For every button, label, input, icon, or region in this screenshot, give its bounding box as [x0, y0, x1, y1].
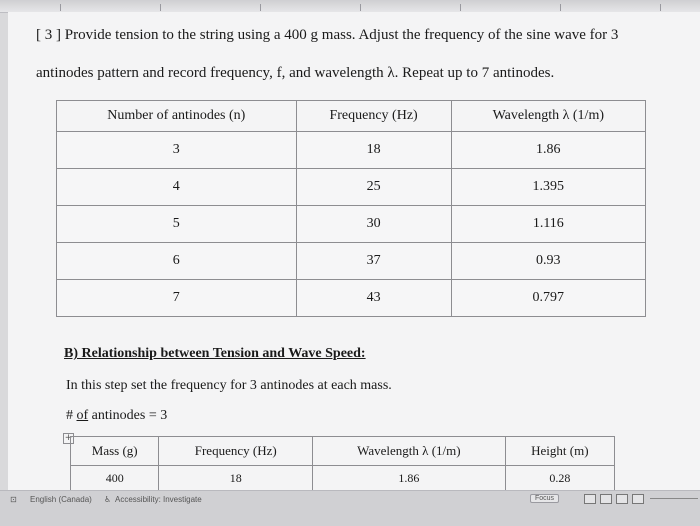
section-b-text: In this step set the frequency for 3 antinodes at each mass. [66, 378, 392, 393]
antinodes-count-line [66, 408, 167, 424]
table-row [71, 466, 615, 491]
table-cell[interactable]: 18 [296, 132, 451, 169]
table-cell[interactable]: 25 [296, 169, 451, 206]
table-cell[interactable]: 1.116 [451, 206, 645, 243]
table-header-row [57, 101, 646, 132]
header-antinodes: Number of antinodes (n) [57, 101, 297, 132]
table-move-handle-icon[interactable]: + [64, 433, 73, 443]
table-row [57, 132, 646, 169]
print-layout-icon[interactable] [584, 494, 596, 504]
accessibility-icon: ♿ [104, 495, 112, 504]
ruler-tick [560, 4, 561, 11]
table-cell[interactable]: 1.86 [313, 466, 506, 491]
table-row [57, 243, 646, 280]
antinodes-link: of [76, 408, 89, 423]
ruler-tick [160, 4, 161, 11]
antinodes-suffix: antinodes = 3 [88, 408, 168, 423]
draft-view-icon[interactable] [632, 494, 644, 504]
document-page[interactable] [8, 12, 700, 490]
accessibility-status[interactable]: Accessibility: Investigate [115, 495, 202, 504]
zoom-slider[interactable] [650, 498, 698, 499]
table-row [57, 206, 646, 243]
table-cell[interactable]: 7 [57, 280, 297, 317]
table-cell[interactable]: 4 [57, 169, 297, 206]
table-cell[interactable]: 3 [57, 132, 297, 169]
ruler-tick [260, 4, 261, 11]
header-height: Height (m) [505, 437, 614, 466]
section-b-heading: B) Relationship between Tension and Wave Speed: [64, 346, 366, 361]
table-cell[interactable]: 37 [296, 243, 451, 280]
instruction-line-2: antinodes pattern and record frequency, f, and wavelength λ. Repeat up to 7 antinodes. [36, 65, 555, 81]
instruction-line-1: [ 3 ] Provide tension to the string using a 400 g mass. Adjust the frequency of the sine wave for 3 [36, 27, 619, 43]
table-cell[interactable]: 43 [296, 280, 451, 317]
table-cell[interactable]: 1.86 [451, 132, 645, 169]
header-frequency: Frequency (Hz) [296, 101, 451, 132]
status-bar [0, 490, 700, 526]
web-layout-icon[interactable] [600, 494, 612, 504]
ruler-tick [460, 4, 461, 11]
proofing-icon[interactable]: ⊡ [10, 495, 17, 504]
table-cell[interactable]: 0.93 [451, 243, 645, 280]
table-cell[interactable]: 0.797 [451, 280, 645, 317]
table-cell[interactable]: 400 [71, 466, 159, 491]
table-cell[interactable]: 18 [159, 466, 313, 491]
tension-table [70, 436, 615, 491]
ruler-tick [360, 4, 361, 11]
header-wavelength: Wavelength λ (1/m) [313, 437, 506, 466]
antinodes-table [56, 100, 646, 317]
table-header-row [71, 437, 615, 466]
antinodes-prefix: # [66, 408, 77, 423]
header-frequency: Frequency (Hz) [159, 437, 313, 466]
table-cell[interactable]: 6 [57, 243, 297, 280]
header-wavelength: Wavelength λ (1/m) [451, 101, 645, 132]
table-cell[interactable]: 5 [57, 206, 297, 243]
table-row [57, 169, 646, 206]
focus-button[interactable]: Focus [530, 494, 559, 503]
table-row [57, 280, 646, 317]
outline-view-icon[interactable] [616, 494, 628, 504]
table-cell[interactable]: 1.395 [451, 169, 645, 206]
ruler-tick [660, 4, 661, 11]
ruler-tick [60, 4, 61, 11]
language-status[interactable]: English (Canada) [30, 495, 92, 504]
header-mass: Mass (g) [71, 437, 159, 466]
table-cell[interactable]: 0.28 [505, 466, 614, 491]
table-cell[interactable]: 30 [296, 206, 451, 243]
